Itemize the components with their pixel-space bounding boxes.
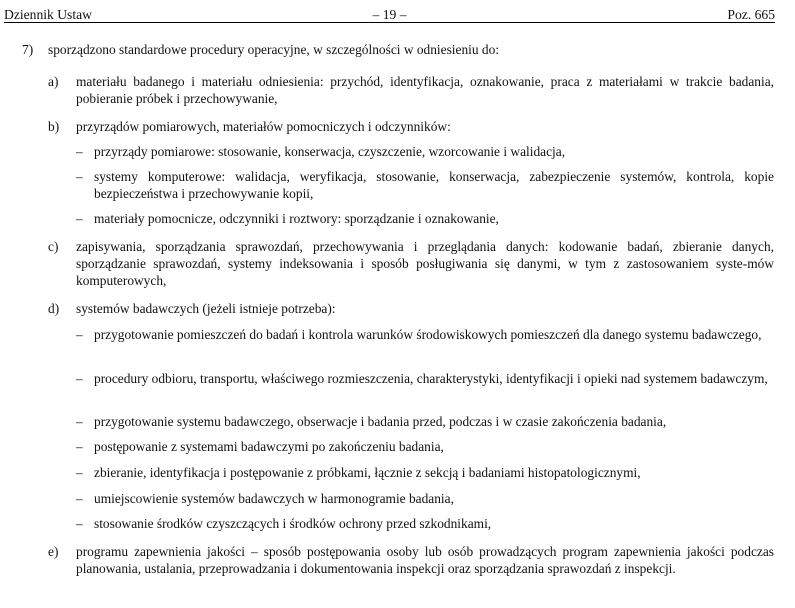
point-c-text: zapisywania, sporządzania sprawozdań, przechowywania i przeglądania danych: kodowanie badań, zbieranie danych, sporządzanie sprawozdań, systemy indeksowania i sposób posługiwania się danymi, w tym z zastosowaniem syste-mów komputerowych, <box>76 239 774 288</box>
dash-bullet: – <box>76 465 83 480</box>
position-number: Poz. 665 <box>727 7 775 22</box>
dash-bullet: – <box>76 439 83 454</box>
point-d-letter: d) <box>48 301 60 316</box>
point-b-letter: b) <box>48 119 60 134</box>
page-header <box>4 4 775 23</box>
point-d-item: przygotowanie pomieszczeń do badań i kontrola warunków środowiskowych pomieszczeń dla danego systemu badawczego, <box>94 327 762 342</box>
point-b-item: systemy komputerowe: walidacja, weryfikacja, stosowanie, konserwacja, zabezpieczenie systemów, kontrola, kopie bezpieczeństwa i przechowywanie kopii, <box>94 169 774 201</box>
point-e-text: programu zapewnienia jakości – sposób postępowania osoby lub osób prowadzących program zapewnienia jakości podczas planowania, ustalania, przeprowadzania i dokumentowania inspekcji oraz sporządzania sprawozdań z inspekcji. <box>76 544 774 576</box>
point-d-text: systemów badawczych (jeżeli istnieje potrzeba): <box>76 301 336 316</box>
dash-bullet: – <box>76 516 83 531</box>
dash-bullet: – <box>76 491 83 506</box>
dash-bullet: – <box>76 169 83 184</box>
point-d-item: procedury odbioru, transportu, właściwego rozmieszczenia, charakterystyki, identyfikacji i opieki nad systemem badawczym, <box>94 371 768 386</box>
point-a-letter: a) <box>48 74 59 89</box>
dash-bullet: – <box>76 327 83 342</box>
point-b-item: materiały pomocnicze, odczynniki i roztwory: sporządzanie i oznakowanie, <box>94 211 499 226</box>
page-number: – 19 – <box>372 7 407 22</box>
dash-bullet: – <box>76 211 83 226</box>
item-number: 7) <box>22 42 34 57</box>
point-d-item: zbieranie, identyfikacja i postępowanie z próbkami, łącznie z sekcją i badaniami histopatologicznymi, <box>94 465 641 480</box>
point-d-item: umiejscowienie systemów badawczych w harmonogramie badania, <box>94 491 454 506</box>
point-b-text: przyrządów pomiarowych, materiałów pomocniczych i odczynników: <box>76 119 451 134</box>
point-e-letter: e) <box>48 544 59 559</box>
point-a-text: materiału badanego i materiału odniesienia: przychód, identyfikacja, oznakowanie, praca z materiałami w trakcie badania, pobieranie próbek i przechowywanie, <box>76 74 774 106</box>
point-b-item: przyrządy pomiarowe: stosowanie, konserwacja, czyszczenie, wzorcowanie i walidacja, <box>94 144 566 159</box>
point-d-item: stosowanie środków czyszczących i środków ochrony przed szkodnikami, <box>94 516 492 531</box>
point-c-letter: c) <box>48 239 59 254</box>
item-intro: sporządzono standardowe procedury operacyjne, w szczególności w odniesieniu do: <box>48 42 500 57</box>
journal-title: Dziennik Ustaw <box>4 7 92 22</box>
dash-bullet: – <box>76 371 83 386</box>
dash-bullet: – <box>76 144 83 159</box>
point-d-item: przygotowanie systemu badawczego, obserwacje i badania przed, podczas i w czasie zakończenia badania, <box>94 414 667 429</box>
dash-bullet: – <box>76 414 83 429</box>
point-d-item: postępowanie z systemami badawczymi po zakończeniu badania, <box>94 439 444 454</box>
